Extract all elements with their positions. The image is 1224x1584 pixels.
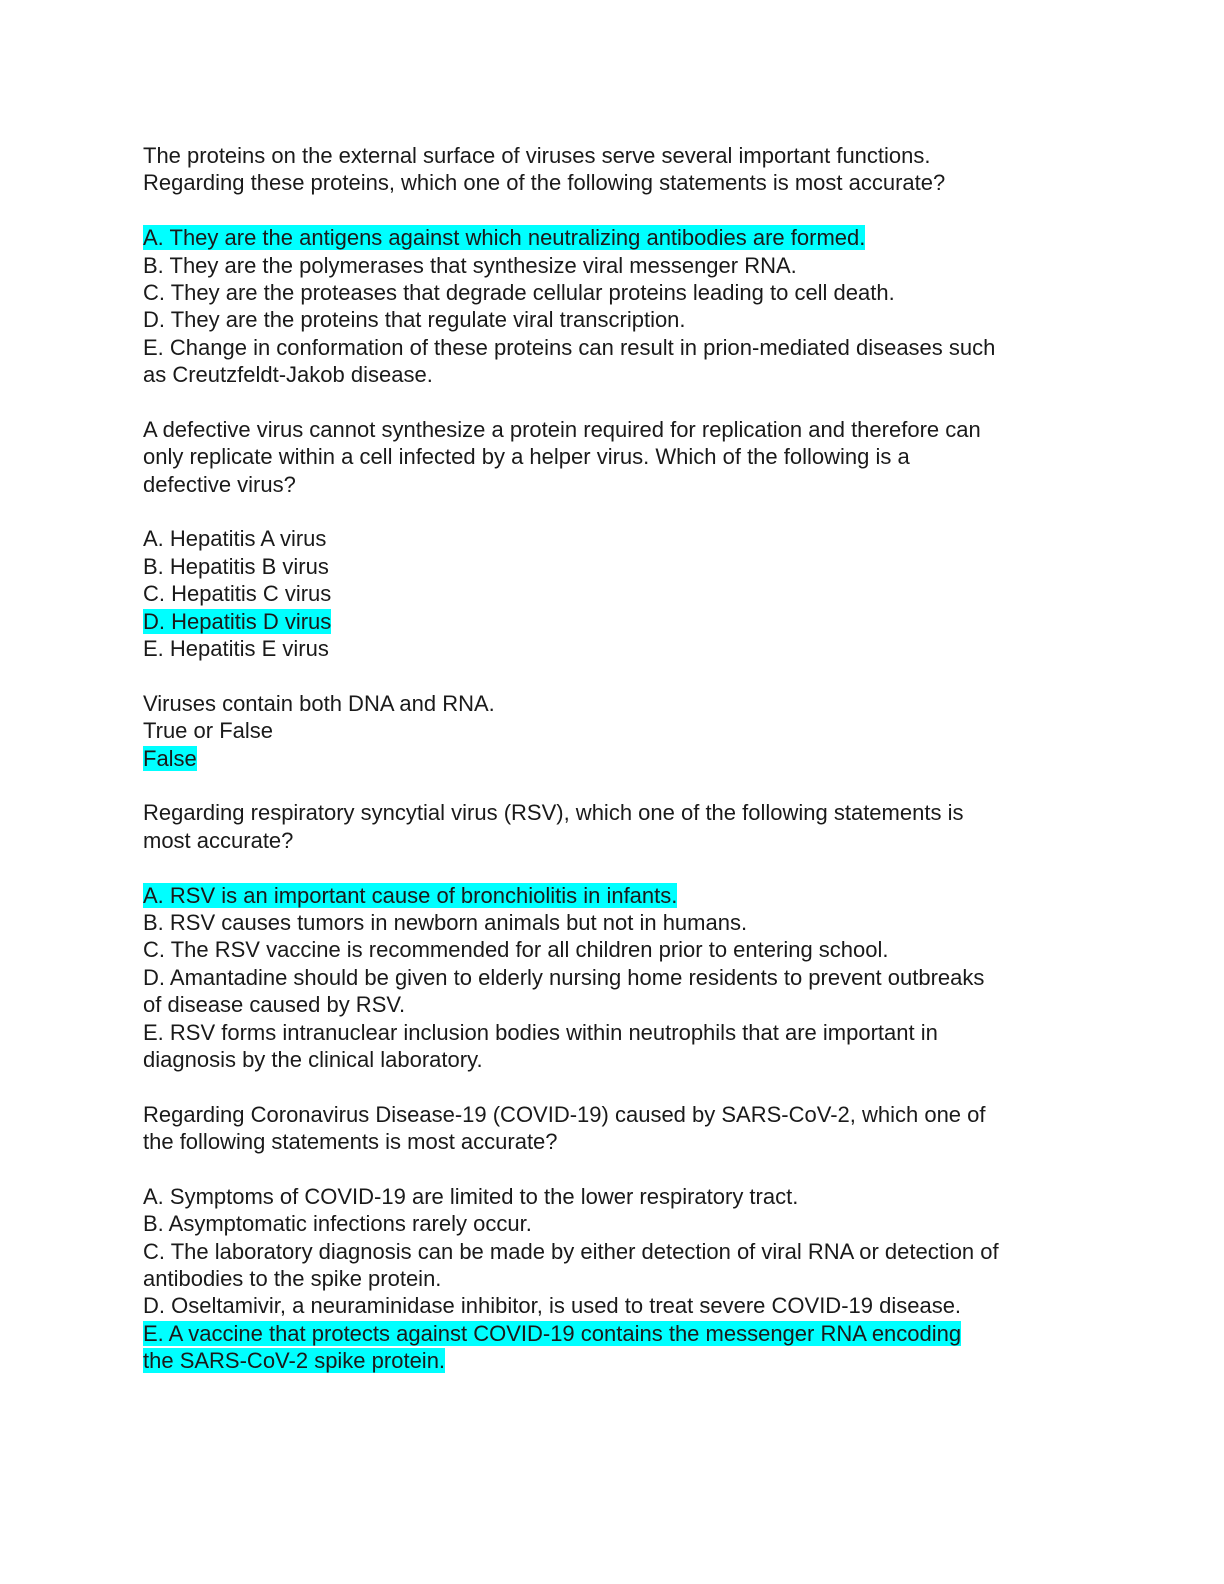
- question-3-answer: [143, 745, 1083, 772]
- answer-highlight: the SARS-CoV-2 spike protein.: [143, 1348, 446, 1374]
- blank-line: [143, 772, 1083, 799]
- answer-highlight: False: [143, 745, 197, 771]
- question-1-option-e-line-1: E. Change in conformation of these proteins can result in prion-mediated diseases such: [143, 334, 996, 360]
- question-1-option-a: [143, 224, 1083, 251]
- blank-line: [143, 1073, 1083, 1100]
- question-4-option-c: C. The RSV vaccine is recommended for all children prior to entering school.: [143, 937, 889, 963]
- answer-highlight: D. Hepatitis D virus: [143, 608, 332, 634]
- question-4-option-e-line-1: E. RSV forms intranuclear inclusion bodies within neutrophils that are important in: [143, 1019, 938, 1045]
- question-5-option-c-line-2: antibodies to the spike protein.: [143, 1266, 442, 1292]
- question-3-stem: Viruses contain both DNA and RNA.: [143, 690, 495, 716]
- question-2-stem-line-3: defective virus?: [143, 471, 296, 497]
- question-5-stem-line-1: Regarding Coronavirus Disease-19 (COVID-19) caused by SARS-CoV-2, which one of: [143, 1101, 986, 1127]
- question-1-stem-line-1: The proteins on the external surface of viruses serve several important functions.: [143, 143, 931, 168]
- question-1-option-d: D. They are the proteins that regulate viral transcription.: [143, 307, 686, 333]
- question-5-option-e-line-1: [143, 1320, 1083, 1347]
- answer-highlight: A. They are the antigens against which neutralizing antibodies are formed.: [143, 225, 866, 251]
- question-3-prompt: True or False: [143, 718, 274, 744]
- blank-line: [143, 854, 1083, 881]
- blank-line: [143, 662, 1083, 689]
- question-4-option-a: [143, 882, 1083, 909]
- question-5-option-e-line-2: [143, 1347, 1083, 1374]
- question-2-stem-line-2: only replicate within a cell infected by a helper virus. Which of the following is a: [143, 444, 910, 470]
- question-2-option-c: C. Hepatitis C virus: [143, 581, 332, 607]
- question-2-option-b: B. Hepatitis B virus: [143, 553, 329, 579]
- question-2-option-e: E. Hepatitis E virus: [143, 636, 329, 662]
- question-5-option-d: D. Oseltamivir, a neuraminidase inhibitor, is used to treat severe COVID-19 disease.: [143, 1293, 962, 1319]
- blank-line: [143, 197, 1083, 224]
- question-2-stem-line-1: A defective virus cannot synthesize a protein required for replication and therefore can: [143, 416, 981, 442]
- question-1-option-b: B. They are the polymerases that synthesize viral messenger RNA.: [143, 252, 797, 278]
- question-4-option-d-line-1: D. Amantadine should be given to elderly nursing home residents to prevent outbreaks: [143, 964, 985, 990]
- question-2-option-d: [143, 608, 1083, 635]
- question-4-stem-line-2: most accurate?: [143, 827, 294, 853]
- question-3: [143, 690, 1083, 772]
- answer-highlight: E. A vaccine that protects against COVID-19 contains the messenger RNA encoding: [143, 1320, 962, 1346]
- question-5: [143, 1101, 1083, 1375]
- blank-line: [143, 389, 1083, 416]
- question-5-option-b: B. Asymptomatic infections rarely occur.: [143, 1211, 532, 1237]
- question-4-option-b: B. RSV causes tumors in newborn animals but not in humans.: [143, 909, 748, 935]
- question-1: [143, 142, 1083, 389]
- question-2-option-a: A. Hepatitis A virus: [143, 526, 327, 552]
- blank-line: [143, 1155, 1083, 1182]
- question-5-option-a: A. Symptoms of COVID-19 are limited to the lower respiratory tract.: [143, 1183, 799, 1209]
- question-4-stem-line-1: Regarding respiratory syncytial virus (RSV), which one of the following statements is: [143, 800, 964, 826]
- question-4-option-e-line-2: diagnosis by the clinical laboratory.: [143, 1046, 483, 1072]
- blank-line: [143, 498, 1083, 525]
- question-5-option-c-line-1: C. The laboratory diagnosis can be made by either detection of viral RNA or detection of: [143, 1238, 999, 1264]
- question-2: [143, 416, 1083, 663]
- question-4-option-d-line-2: of disease caused by RSV.: [143, 992, 406, 1018]
- question-1-stem-line-2: Regarding these proteins, which one of the following statements is most accurate?: [143, 170, 946, 196]
- document-content: [143, 142, 1083, 1375]
- question-1-option-c: C. They are the proteases that degrade cellular proteins leading to cell death.: [143, 279, 895, 305]
- answer-highlight: A. RSV is an important cause of bronchiolitis in infants.: [143, 882, 678, 908]
- question-1-option-e-line-2: as Creutzfeldt-Jakob disease.: [143, 362, 433, 388]
- question-4: [143, 799, 1083, 1073]
- question-5-stem-line-2: the following statements is most accurate?: [143, 1129, 558, 1155]
